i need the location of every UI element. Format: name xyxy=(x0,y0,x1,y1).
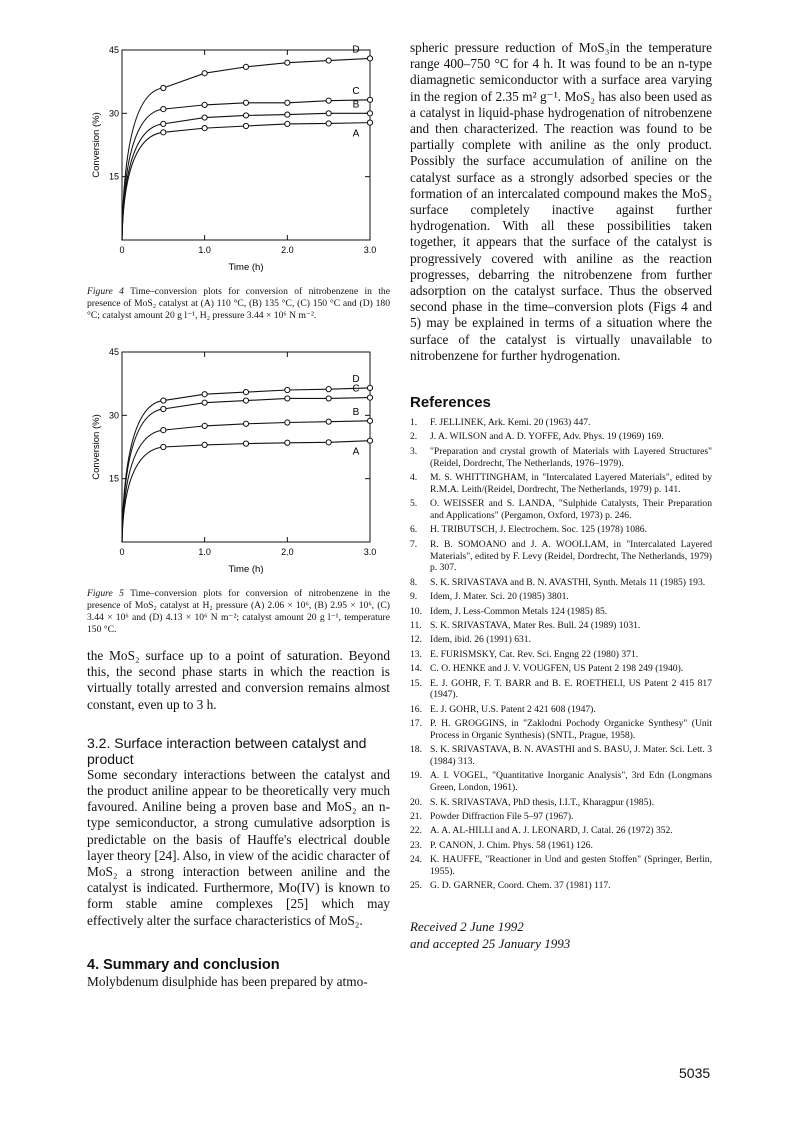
data-point-C xyxy=(243,100,248,105)
figure5-caption xyxy=(87,588,390,636)
x-tick-label: 3.0 xyxy=(363,245,377,255)
figure4-caption-label: Figure 4 xyxy=(87,286,124,297)
reference-text: Powder Diffraction File 5–97 (1967). xyxy=(430,811,574,823)
reference-number: 5. xyxy=(410,498,418,510)
reference-item xyxy=(410,678,712,702)
reference-item xyxy=(410,811,712,823)
data-point-C xyxy=(161,107,166,112)
y-tick-label: 15 xyxy=(108,171,119,182)
data-point-C xyxy=(202,102,207,107)
reference-number: 14. xyxy=(410,663,422,675)
section-4-body xyxy=(87,974,390,990)
references-list xyxy=(410,417,712,892)
series-line-A xyxy=(122,441,370,542)
reference-item xyxy=(410,770,712,794)
data-point-D xyxy=(161,398,166,403)
reference-number: 20. xyxy=(410,796,422,808)
reference-number: 11. xyxy=(410,619,422,631)
data-point-D xyxy=(285,60,290,65)
data-point-D xyxy=(243,390,248,395)
reference-number: 22. xyxy=(410,825,422,837)
data-point-A xyxy=(161,444,166,449)
page-number: 5035 xyxy=(679,1065,711,1081)
reference-item xyxy=(410,797,712,809)
data-point-B xyxy=(367,111,372,116)
data-point-C xyxy=(285,396,290,401)
series-label-B: B xyxy=(352,99,360,111)
reference-text: E. J. GOHR, U.S. Patent 2 421 608 (1947). xyxy=(430,703,596,715)
x-tick-label: 3.0 xyxy=(363,547,377,557)
reference-number: 23. xyxy=(410,839,422,851)
section-4-paragraph: Molybdenum disulphide has been prepared by atmo- xyxy=(87,973,368,989)
data-point-B xyxy=(285,112,290,117)
reference-number: 3. xyxy=(410,445,418,457)
data-point-B xyxy=(202,423,207,428)
reference-item xyxy=(410,446,712,470)
data-point-A xyxy=(243,123,248,128)
reference-number: 24. xyxy=(410,854,422,866)
reference-number: 10. xyxy=(410,605,422,617)
data-point-B xyxy=(161,121,166,126)
data-point-B xyxy=(367,418,372,423)
received-line: Received 2 June 1992 xyxy=(410,919,524,935)
series-label-C: C xyxy=(352,383,360,395)
data-point-D xyxy=(243,64,248,69)
x-axis-label: Time (h) xyxy=(228,564,264,575)
data-point-A xyxy=(326,121,331,126)
reference-item xyxy=(410,620,712,632)
y-tick-label: 30 xyxy=(108,108,119,119)
y-axis-label: Conversion (%) xyxy=(91,414,102,480)
data-point-A xyxy=(202,126,207,131)
data-point-D xyxy=(326,58,331,63)
reference-text: A. I. VOGEL, "Quantitative Inorganic Analysis", 3rd Edn (Longmans Green, London, 1961). xyxy=(430,770,712,794)
data-point-C xyxy=(161,406,166,411)
x-tick-label: 2.0 xyxy=(281,245,294,255)
reference-text: P. H. GROGGINS, in "Zaklodni Pochody Organicke Synthesy" (Unit Process in Organic Synthesis) (SNTL, Prague, 1958). xyxy=(430,718,712,741)
reference-text: G. D. GARNER, Coord. Chem. 37 (1981) 117. xyxy=(430,880,611,892)
series-line-D xyxy=(122,388,370,542)
reference-item xyxy=(410,498,712,522)
figure4-caption xyxy=(87,286,390,322)
reference-number: 9. xyxy=(410,591,418,603)
right-column xyxy=(410,40,712,952)
figure5-caption-label: Figure 5 xyxy=(87,588,124,599)
figure5-caption-text: Time–conversion plots for conversion of nitrobenzene in the presence of MoS₂ catalyst at H₂ pressure (A) 2.06 × 10⁶, (B) 2.95 × 10⁶, (C) 3.44 × 10⁶ and (D) 4.13 × 10⁶ N m⁻²; catalyst amount 20 g l⁻¹, temperature 150 °C. xyxy=(87,588,390,635)
section-3-2-paragraph: Some secondary interactions between the catalyst and the product aniline appear to be theoretically very much favoured. Aniline being a proven base and MoS₂ an n-type semiconductor, a strong cumulative adsorption is predictable on the basis of Hauffe's electrical double layer theory [24]. Also, in view of the acidic character of MoS₂ a strong interaction between aniline and the catalyst is indicated. Furthermore, Mo(IV) is known to form stable amine complexes [25] which may effectively alter the surface characteristics of MoS₂. xyxy=(87,766,390,928)
series-line-B xyxy=(122,113,370,240)
reference-text: K. HAUFFE, "Reactioner in Und and gesten Stoffen" (Springer, Berlin, 1955). xyxy=(430,854,712,878)
left-continuation-text xyxy=(87,648,390,713)
left-column xyxy=(87,40,390,990)
x-tick-label: 2.0 xyxy=(281,547,294,557)
section-3-2-heading: 3.2. Surface interaction between catalyst and product xyxy=(87,734,367,767)
reference-text: J. A. WILSON and A. D. YOFFE, Adv. Phys. 19 (1969) 169. xyxy=(430,431,664,443)
reference-text: F. JELLINEK, Ark. Kemi. 20 (1963) 447. xyxy=(430,417,591,429)
x-tick-label: 0 xyxy=(119,245,125,255)
data-point-B xyxy=(285,420,290,425)
reference-number: 15. xyxy=(410,677,422,689)
reference-number: 12. xyxy=(410,634,422,646)
x-axis-label: Time (h) xyxy=(228,262,264,273)
reference-item xyxy=(410,825,712,837)
x-tick-label: 1.0 xyxy=(198,245,211,255)
data-point-A xyxy=(202,442,207,447)
series-line-B xyxy=(122,421,370,542)
reference-number: 17. xyxy=(410,718,422,730)
reference-number: 8. xyxy=(410,576,418,588)
data-point-C xyxy=(285,100,290,105)
data-point-B xyxy=(161,428,166,433)
reference-text: P. CANON, J. Chim. Phys. 58 (1961) 126. xyxy=(430,839,593,851)
right-body-text xyxy=(410,40,712,364)
reference-number: 21. xyxy=(410,811,422,823)
reference-text: Idem, J. Less-Common Metals 124 (1985) 85. xyxy=(430,605,608,617)
left-continuation-paragraph: the MoS₂ surface up to a point of saturation. Beyond this, the second phase starts in which the reaction is virtually totally arrested and conversion remains almost constant, even up to 3 h. xyxy=(87,648,390,712)
series-label-D: D xyxy=(352,44,360,56)
y-tick-label: 15 xyxy=(108,473,119,484)
reference-item xyxy=(410,704,712,716)
reference-number: 13. xyxy=(410,648,422,660)
data-point-A xyxy=(326,440,331,445)
reference-number: 1. xyxy=(410,417,418,429)
reference-text: H. TRIBUTSCH, J. Electrochem. Soc. 125 (1978) 1086. xyxy=(430,524,647,536)
reference-item xyxy=(410,840,712,852)
data-point-A xyxy=(367,120,372,125)
reference-number: 7. xyxy=(410,538,418,550)
reference-text: E. J. GOHR, F. T. BARR and B. E. ROETHELI, US Patent 2 415 817 (1947). xyxy=(430,677,712,701)
reference-item xyxy=(410,880,712,892)
reference-number: 16. xyxy=(410,703,422,715)
reference-number: 2. xyxy=(410,431,418,443)
data-point-D xyxy=(202,71,207,76)
reference-text: E. FURISMSKY, Cat. Rev. Sci. Engng 22 (1980) 371. xyxy=(430,648,639,660)
data-point-A xyxy=(161,130,166,135)
y-axis-label: Conversion (%) xyxy=(91,112,102,178)
data-point-B xyxy=(243,113,248,118)
data-point-C xyxy=(367,97,372,102)
y-tick-label: 30 xyxy=(108,410,119,421)
y-tick-label: 45 xyxy=(108,45,119,55)
data-point-A xyxy=(285,121,290,126)
data-point-C xyxy=(326,98,331,103)
reference-number: 6. xyxy=(410,524,418,536)
reference-item xyxy=(410,524,712,536)
plot-frame xyxy=(122,352,370,542)
reference-number: 19. xyxy=(410,770,422,782)
data-point-B xyxy=(243,421,248,426)
data-point-C xyxy=(202,400,207,405)
reference-item xyxy=(410,634,712,646)
series-label-C: C xyxy=(352,85,360,97)
series-label-A: A xyxy=(352,446,360,458)
plot-frame xyxy=(122,50,370,240)
reference-number: 18. xyxy=(410,744,422,756)
references-heading: References xyxy=(410,394,491,412)
reference-item xyxy=(410,649,712,661)
data-point-B xyxy=(326,419,331,424)
series-line-C xyxy=(122,398,370,542)
data-point-D xyxy=(285,387,290,392)
reference-text: "Preparation and crystal growth of Materials with Layered Structures" (Reidel, Dordrecht, The Netherlands, 1976–1979). xyxy=(430,445,712,469)
data-point-D xyxy=(367,385,372,390)
references-section xyxy=(410,394,712,892)
reference-text: S. K. SRIVASTAVA, PhD thesis, I.I.T., Kharagpur (1985). xyxy=(430,796,654,808)
series-label-B: B xyxy=(352,406,360,418)
reference-text: M. S. WHITTINGHAM, in "Intercalated Layered Materials", edited by R.M.A. Leith/(Reidel, Dordrecht, The Netherlands, 1979) p. 141. xyxy=(430,472,712,495)
x-tick-label: 0 xyxy=(119,547,125,557)
section-3-2 xyxy=(87,735,390,929)
reference-item xyxy=(410,577,712,589)
received-dates xyxy=(410,918,712,952)
series-line-D xyxy=(122,58,370,240)
reference-item xyxy=(410,606,712,618)
reference-item xyxy=(410,431,712,443)
figure4-caption-text: Time–conversion plots for conversion of nitrobenzene in the presence of MoS₂ catalyst at (A) 110 °C, (B) 135 °C, (C) 150 °C and (D) 180 °C; catalyst amount 20 g l⁻¹, H₂ pressure 3.44 × 10⁶ N m⁻². xyxy=(87,286,390,321)
data-point-B xyxy=(326,111,331,116)
reference-text: Idem, ibid. 26 (1991) 631. xyxy=(430,634,531,646)
reference-text: R. B. SOMOANO and J. A. WOOLLAM, in "Intercalated Layered Materials", edited by F. Levy (Reidel, Dordrecht, The Netherlands, 1979) p. 307. xyxy=(430,538,712,574)
reference-item xyxy=(410,718,712,742)
series-label-A: A xyxy=(352,128,360,140)
reference-item xyxy=(410,744,712,768)
reference-text: Idem, J. Mater. Sci. 20 (1985) 3801. xyxy=(430,591,569,603)
data-point-D xyxy=(326,387,331,392)
data-point-B xyxy=(202,115,207,120)
reference-number: 25. xyxy=(410,880,422,892)
right-paragraph: spheric pressure reduction of MoS₃in the temperature range 400–750 °C for 4 h. It was found to be an n-type diamagnetic semiconductor with a surface area varying in the region of 2.35 m² g⁻¹. MoS₂ has also been used as a catalyst in liquid-phase hydrogenation of nitrobenzene and then characterized. The reaction was found to be partially complete with aniline as the only product. Possibly the surface accumulation of aniline on the catalyst surface as a strongly adsorbed species or the formation of an intercalated compound makes the MoS₂ surface completely inactive against further hydrogenation. With all these possibilities taken together, it appears that the surface of the catalyst is progressively covered with aniline as the reaction progresses, debarring the nitrobenzene from further adsorption on the catalyst surface. Thus the observed second phase in the time–conversion plots (Figs 4 and 5) may be explained in terms of a situation where the surface of the catalyst is virtually unavailable to nitrobenzene for further hydrogenation. xyxy=(410,40,712,363)
reference-item xyxy=(410,417,712,429)
reference-item xyxy=(410,854,712,878)
data-point-A xyxy=(243,441,248,446)
figure4-svg xyxy=(87,40,390,280)
section-4-heading: 4. Summary and conclusion xyxy=(87,956,280,973)
data-point-D xyxy=(367,56,372,61)
x-tick-label: 1.0 xyxy=(198,547,211,557)
series-line-C xyxy=(122,100,370,240)
reference-text: O. WEISSER and S. LANDA, "Sulphide Catalysts, Their Preparation and Applications" (Pergamon, Oxford, 1973) p. 246. xyxy=(430,498,712,522)
reference-text: S. K. SRIVASTAVA and B. N. AVASTHI, Synth. Metals 11 (1985) 193. xyxy=(430,576,706,588)
reference-item xyxy=(410,591,712,603)
figure4-chart xyxy=(87,40,390,280)
section-4 xyxy=(87,957,390,990)
reference-item xyxy=(410,539,712,574)
series-line-A xyxy=(122,123,370,240)
y-tick-label: 45 xyxy=(108,347,119,357)
data-point-C xyxy=(243,398,248,403)
reference-text: S. K. SRIVASTAVA, Mater Res. Bull. 24 (1989) 1031. xyxy=(430,619,641,631)
data-point-D xyxy=(161,85,166,90)
series-label-D: D xyxy=(352,373,360,385)
figure5-svg xyxy=(87,342,390,582)
data-point-D xyxy=(202,392,207,397)
reference-text: A. A. AL-HILLI and A. J. LEONARD, J. Catal. 26 (1972) 352. xyxy=(430,825,673,837)
data-point-C xyxy=(326,396,331,401)
reference-item xyxy=(410,472,712,496)
figure5-chart xyxy=(87,342,390,582)
data-point-A xyxy=(367,438,372,443)
reference-text: S. K. SRIVASTAVA, B. N. AVASTHI and S. BASU, J. Mater. Sci. Lett. 3 (1984) 313. xyxy=(430,744,712,768)
data-point-C xyxy=(367,395,372,400)
reference-number: 4. xyxy=(410,472,418,484)
data-point-A xyxy=(285,440,290,445)
section-3-2-body xyxy=(87,767,390,929)
reference-text: C. O. HENKE and J. V. VOUGFEN, US Patent 2 198 249 (1940). xyxy=(430,663,684,675)
accepted-line: and accepted 25 January 1993 xyxy=(410,936,571,952)
reference-item xyxy=(410,663,712,675)
